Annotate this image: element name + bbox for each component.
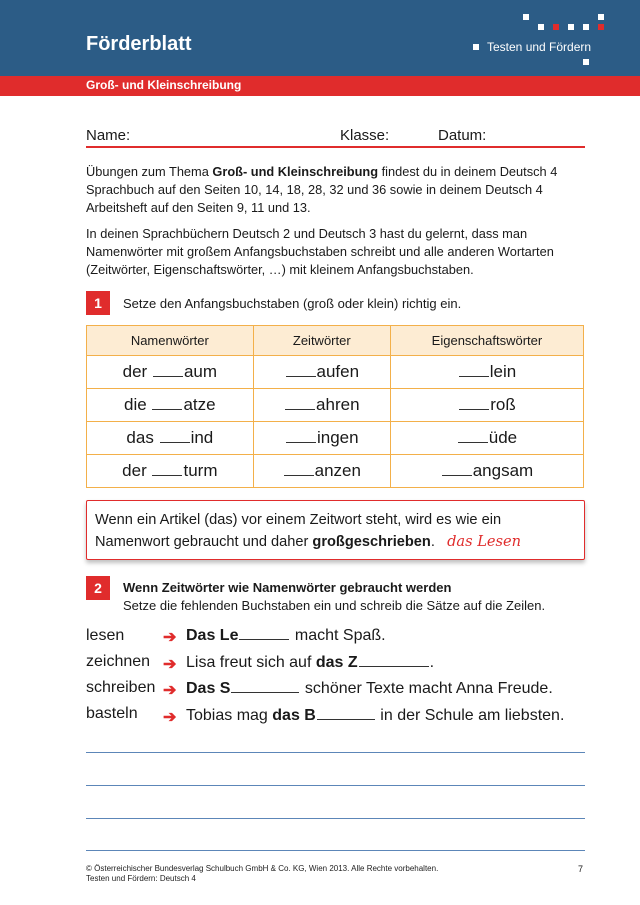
klasse-label: Klasse: <box>340 127 390 144</box>
letter-blank[interactable] <box>285 409 315 410</box>
letter-blank[interactable] <box>152 475 182 476</box>
letter-blank[interactable] <box>160 442 190 443</box>
sentence: Lisa freut sich auf das Z . <box>186 654 435 671</box>
word-cell: der turm <box>87 455 254 488</box>
name-label: Name: <box>86 127 131 144</box>
letter-blank[interactable] <box>152 409 182 410</box>
word-cell: die atze <box>87 389 254 422</box>
word-cell: ahren <box>253 389 390 422</box>
verb-label: basteln <box>86 705 138 722</box>
word-cell: das ind <box>87 422 254 455</box>
letters-blank[interactable] <box>359 666 429 667</box>
table-header-row <box>87 326 584 356</box>
task-2-badge: 2 <box>86 576 110 600</box>
writing-line[interactable] <box>86 785 585 786</box>
brand-name: Testen und Fördern <box>487 40 592 54</box>
word-cell: üde <box>390 422 583 455</box>
letter-blank[interactable] <box>286 376 316 377</box>
intro-paragraph-2: In deinen Sprachbüchern Deutsch 2 und Deutsch 3 hast du gelernt, dass man Namenwörter mit großem Anfangsbuchstaben schreibt und alle anderen Wortarten (Zeitwörter, Eigenschaftswörter, …) mit kleinem Anfangsbuchstaben. <box>86 226 554 277</box>
column-header: Zeitwörter <box>253 326 390 356</box>
column-header: Eigenschaftswörter <box>390 326 583 356</box>
letters-blank[interactable] <box>239 639 289 640</box>
name-underline <box>86 146 585 148</box>
datum-label: Datum: <box>438 127 487 144</box>
letters-blank[interactable] <box>317 719 375 720</box>
word-cell: roß <box>390 389 583 422</box>
letter-blank[interactable] <box>153 376 183 377</box>
table-row <box>87 356 584 389</box>
arrow-icon: ➔ <box>163 656 177 673</box>
task-1-instruction: Setze den Anfangsbuchstaben (groß oder klein) richtig ein. <box>123 296 462 311</box>
table-row <box>87 389 584 422</box>
letter-blank[interactable] <box>442 475 472 476</box>
task-1-badge: 1 <box>86 291 110 315</box>
footer-copyright <box>86 864 438 884</box>
footer-line: Testen und Fördern: Deutsch 4 <box>86 874 196 883</box>
word-cell: angsam <box>390 455 583 488</box>
letter-blank[interactable] <box>286 442 316 443</box>
sentence: Das Le macht Spaß. <box>186 627 386 644</box>
word-cell: aufen <box>253 356 390 389</box>
page-title: Förderblatt <box>86 33 192 55</box>
word-cell: der aum <box>87 356 254 389</box>
intro-paragraph-1: Übungen zum Thema Groß- und Kleinschreibung findest du in deinem Deutsch 4 Sprachbuch auf den Seiten 10, 14, 18, 28, 32 und 36 sowie in deinem Deutsch 4 Arbeitsheft auf den Seiten 9, 11 und 13. <box>86 164 558 215</box>
letters-blank[interactable] <box>231 692 299 693</box>
word-cell: lein <box>390 356 583 389</box>
arrow-icon: ➔ <box>163 682 177 699</box>
footer-line: © Österreichischer Bundesverlag Schulbuch GmbH & Co. KG, Wien 2013. Alle Rechte vorbehalten. <box>86 864 439 873</box>
verb-label: schreiben <box>86 679 156 696</box>
word-cell: anzen <box>253 455 390 488</box>
task-2-instruction: Setze die fehlenden Buchstaben ein und schreib die Sätze auf die Zeilen. <box>123 598 546 613</box>
page-subtitle: Groß- und Kleinschreibung <box>86 78 242 92</box>
rule-example: das Lesen <box>447 533 522 550</box>
table-row <box>87 422 584 455</box>
letter-blank[interactable] <box>284 475 314 476</box>
verb-label: zeichnen <box>86 653 151 670</box>
writing-line[interactable] <box>86 752 585 753</box>
writing-line[interactable] <box>86 850 585 851</box>
word-cell: ingen <box>253 422 390 455</box>
letter-blank[interactable] <box>459 376 489 377</box>
column-header: Namenwörter <box>87 326 254 356</box>
table-row <box>87 455 584 488</box>
writing-line[interactable] <box>86 818 585 819</box>
sentence: Das S schöner Texte macht Anna Freude. <box>186 680 553 697</box>
letter-blank[interactable] <box>458 442 488 443</box>
arrow-icon: ➔ <box>163 709 177 726</box>
word-table <box>86 325 584 488</box>
task-2-title: Wenn Zeitwörter wie Namenwörter gebraucht werden <box>123 580 452 595</box>
arrow-icon: ➔ <box>163 629 177 646</box>
page-number: 7 <box>578 864 584 874</box>
verb-label: lesen <box>86 627 125 644</box>
letter-blank[interactable] <box>459 409 489 410</box>
rule-text: Wenn ein Artikel (das) vor einem Zeitwort steht, wird es wie ein Namenwort gebraucht und daher großgeschrieben. das Lesen <box>95 512 522 550</box>
sentence: Tobias mag das B in der Schule am liebsten. <box>186 707 565 724</box>
